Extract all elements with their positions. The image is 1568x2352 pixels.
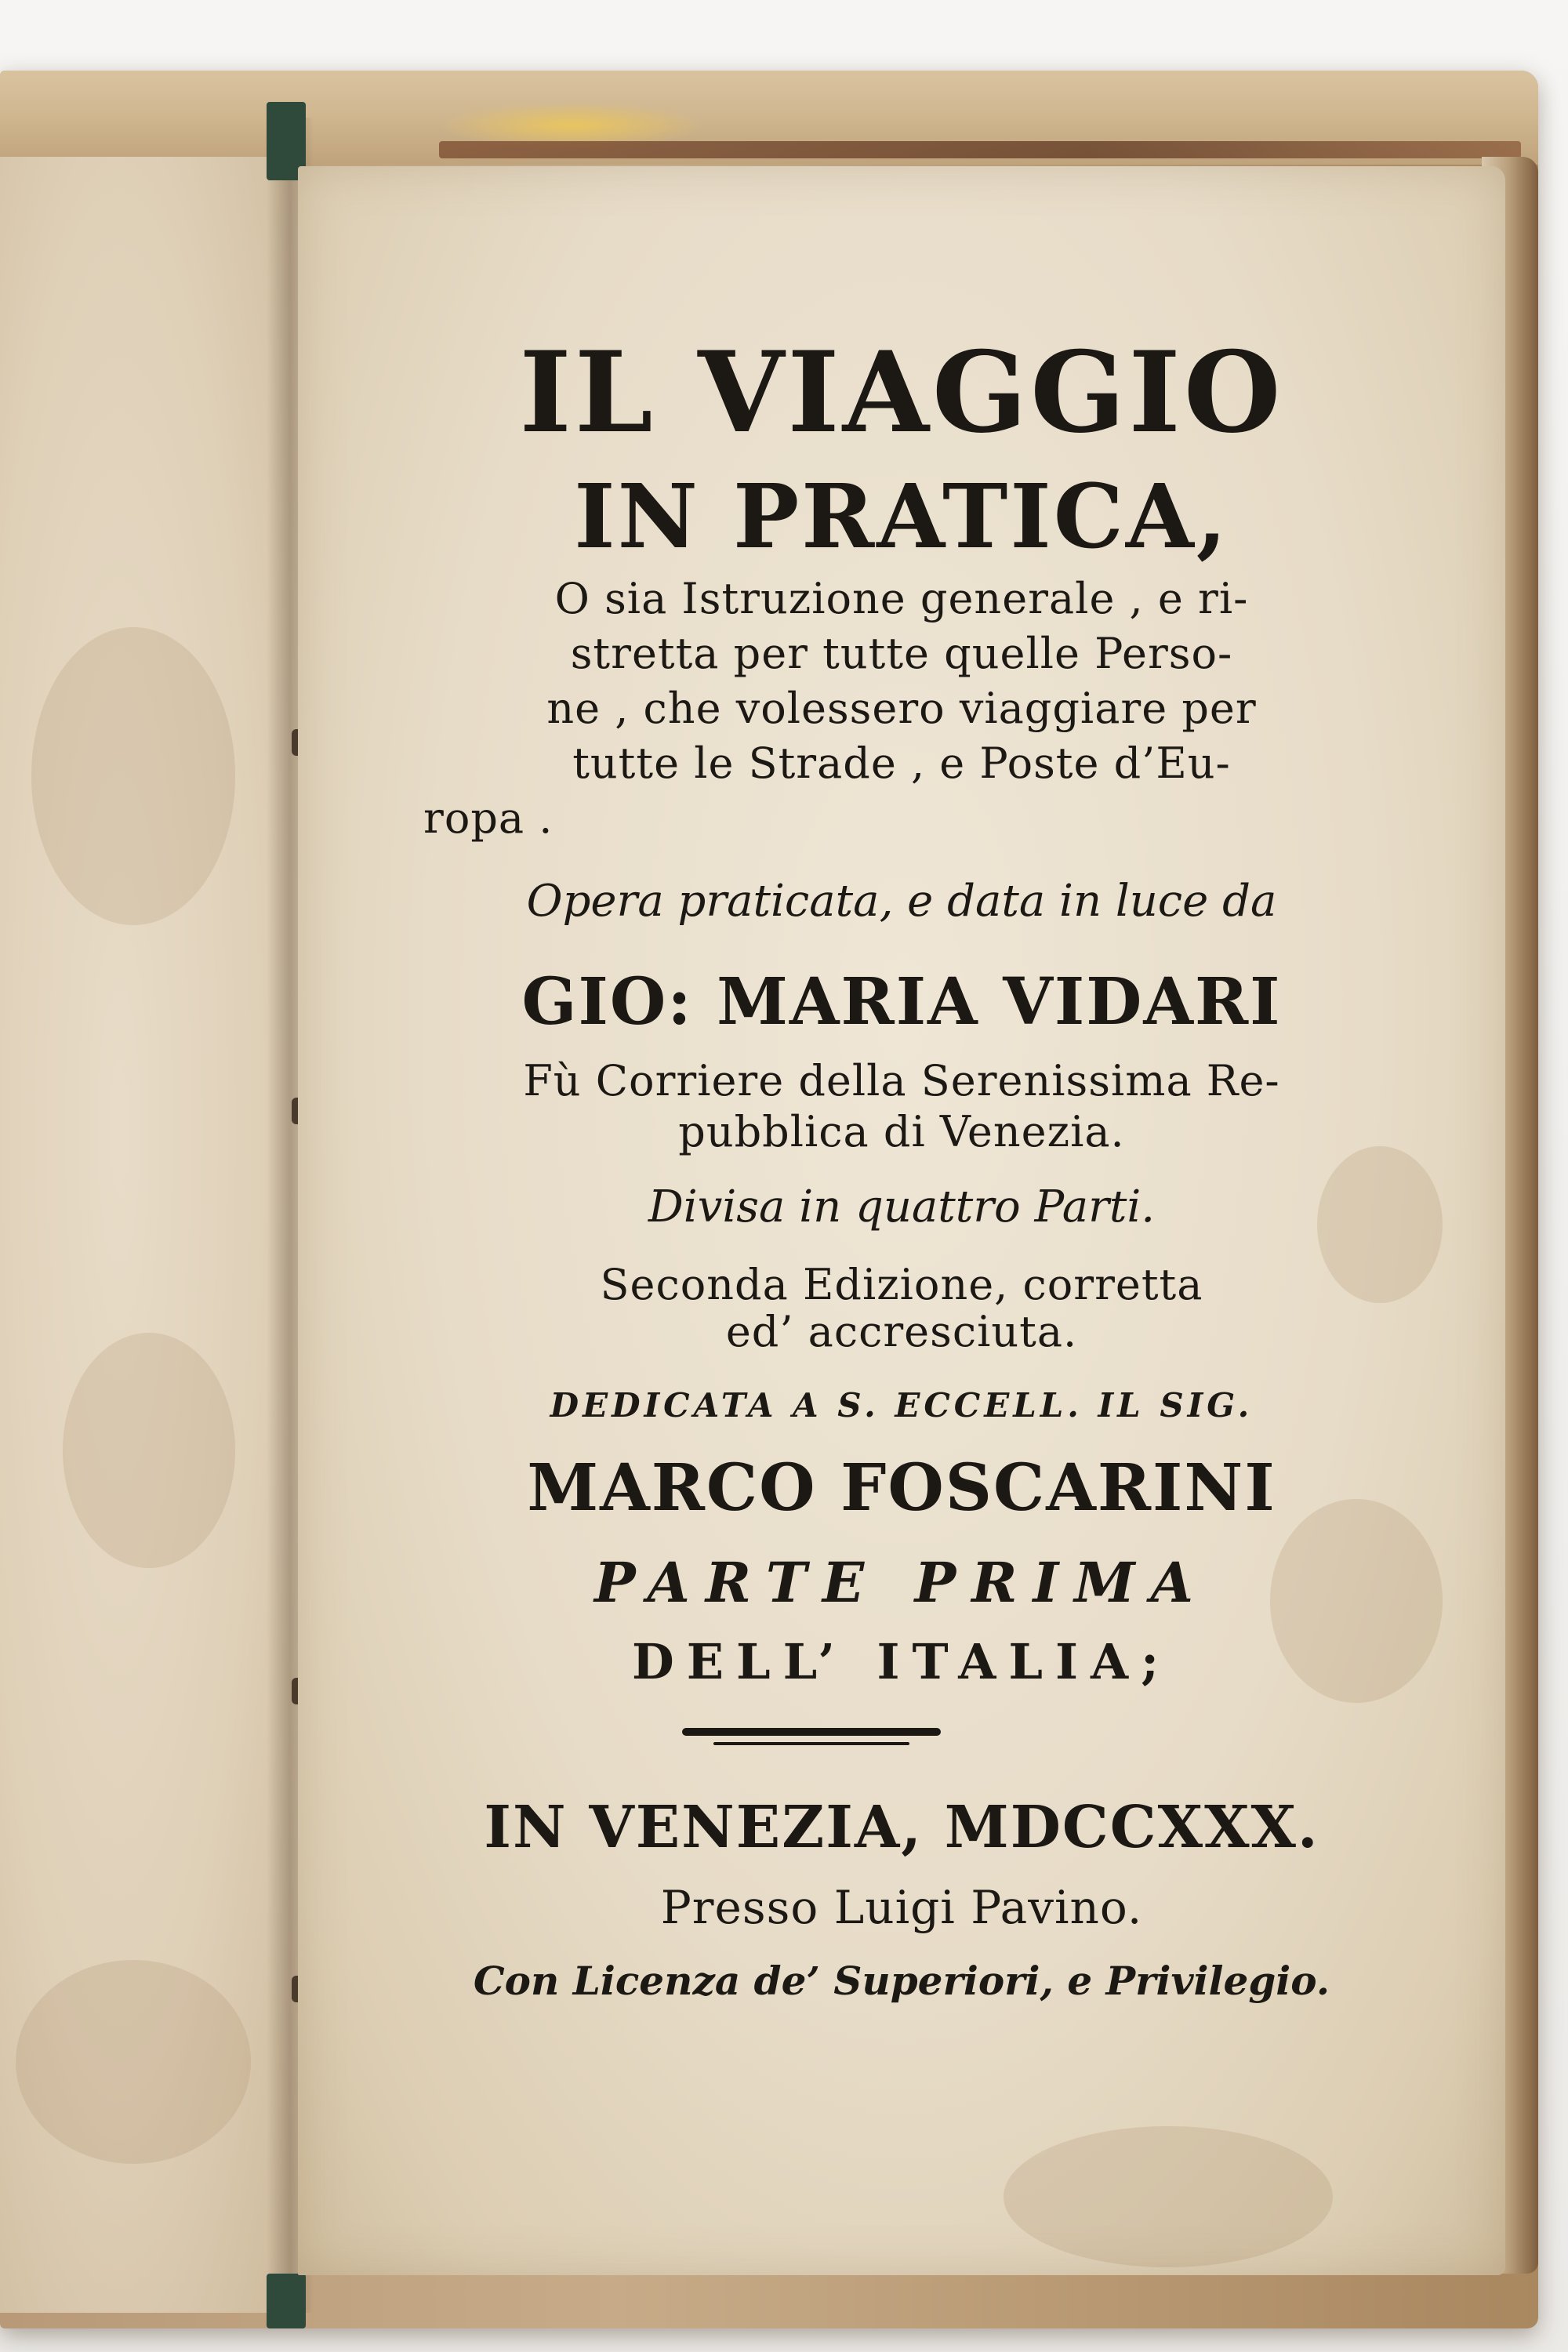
spine-tab-bottom (267, 2274, 306, 2328)
author-name: GIO: MARIA VIDARI (521, 964, 1282, 1040)
imprint-place-date: IN VENEZIA, MDCCXXX. (484, 1794, 1319, 1861)
left-blank-page (0, 157, 299, 2313)
imprint-licence: Con Licenza de’ Superiori, e Privilegio. (473, 1958, 1330, 2004)
author-description: pubblica di Venezia. (678, 1107, 1125, 1156)
divisa-line: Divisa in quattro Parti. (648, 1181, 1156, 1232)
title-page (298, 166, 1505, 2275)
title-page-text (298, 166, 1505, 2275)
subtitle-line: stretta per tutte quelle Perso- (570, 629, 1233, 678)
dedicatee-name: MARCO FOSCARINI (527, 1450, 1276, 1526)
subtitle-line: ne , che volessero viaggiare per (546, 684, 1257, 733)
subtitle-line: tutte le Strade , e Poste d’Eu- (572, 739, 1231, 788)
edition-line: ed’ accresciuta. (725, 1307, 1078, 1356)
imprint-printer: Presso Luigi Pavino. (660, 1881, 1143, 1934)
dedication-line: DEDICATA A S. ECCELL. IL SIG. (550, 1386, 1254, 1425)
stain (16, 1960, 251, 2164)
subtitle-line: O sia Istruzione generale , e ri- (554, 574, 1249, 623)
author-description: Fù Corriere della Serenissima Re- (523, 1056, 1280, 1105)
edition-line: Seconda Edizione, corretta (600, 1260, 1203, 1309)
part-heading: PARTE PRIMA (594, 1550, 1209, 1615)
subtitle-line: ropa . (423, 793, 554, 843)
leather-edge (439, 141, 1521, 158)
opera-line: Opera praticata, e data in luce da (526, 876, 1277, 927)
cover-top-edge (0, 71, 1538, 165)
stain (63, 1333, 235, 1568)
title-line-2: IN PRATICA, (574, 466, 1229, 568)
ornamental-rule (682, 1728, 941, 1736)
part-subject: DELL’ ITALIA; (632, 1633, 1171, 1690)
stain (31, 627, 235, 925)
ornamental-rule (713, 1742, 909, 1745)
title-line-1: IL VIAGGIO (519, 328, 1284, 458)
